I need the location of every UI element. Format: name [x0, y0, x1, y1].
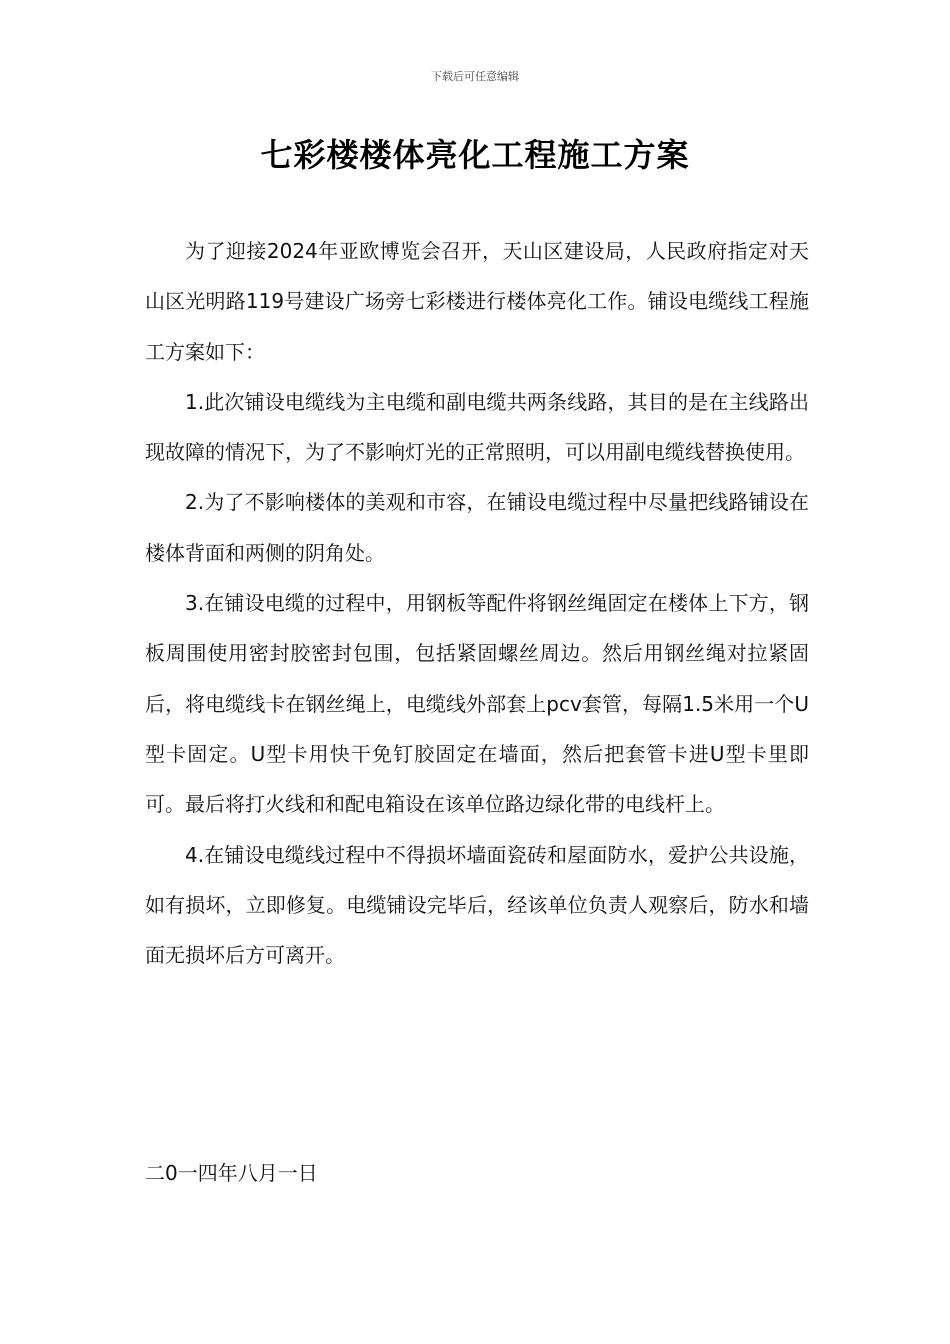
paragraph-item-2: 2.为了不影响楼体的美观和市容，在铺设电缆过程中尽量把线路铺设在楼体背面和两侧的阴角处。: [145, 490, 809, 565]
document-title: 七彩楼楼体亮化工程施工方案: [260, 136, 690, 174]
paragraph-intro: 为了迎接2024年亚欧博览会召开，天山区建设局，人民政府指定对天山区光明路119号建设广场旁七彩楼进行楼体亮化工作。铺设电缆线工程施工方案如下：: [145, 239, 809, 364]
document-date: 二0一四年八月一日: [145, 1161, 318, 1185]
document-body: [145, 226, 809, 980]
paragraph-item-3: 3.在铺设电缆的过程中，用钢板等配件将钢丝绳固定在楼体上下方，钢板周围使用密封胶密封包围，包括紧固螺丝周边。然后用钢丝绳对拉紧固后，将电缆线卡在钢丝绳上，电缆线外部套上pcv套管，每隔1.5米用一个U型卡固定。U型卡用快干免钉胶固定在墙面，然后把套管卡进U型卡里即可。最后将打火线和和配电箱设在该单位路边绿化带的电线杆上。: [145, 591, 809, 817]
paragraph-item-1: 1.此次铺设电缆线为主电缆和副电缆共两条线路，其目的是在主线路出现故障的情况下，为了不影响灯光的正常照明，可以用副电缆线替换使用。: [145, 389, 809, 465]
header-note: 下载后可任意编辑: [431, 70, 519, 83]
paragraph-item-4: 4.在铺设电缆线过程中不得损坏墙面瓷砖和屋面防水，爱护公共设施，如有损坏，立即修复。电缆铺设完毕后，经该单位负责人观察后，防水和墙面无损坏后方可离开。: [145, 842, 809, 968]
